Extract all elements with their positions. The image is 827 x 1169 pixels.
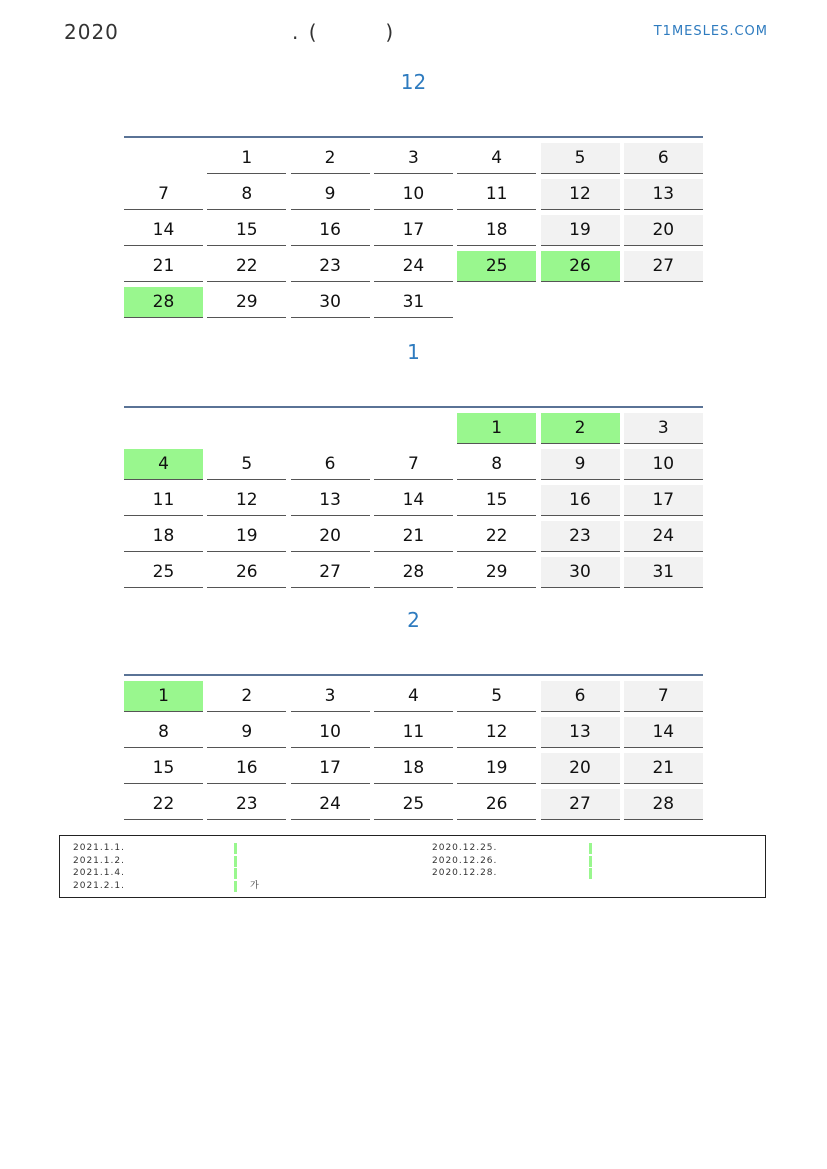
day-cell: 21 — [124, 251, 203, 282]
day-cell: 6 — [291, 449, 370, 480]
legend-holiday-marker — [234, 881, 237, 892]
weekend-day-cell: 17 — [624, 485, 703, 516]
weekend-day-cell: 7 — [624, 681, 703, 712]
holiday-day-cell: 28 — [124, 287, 203, 318]
holiday-day-cell: 2 — [541, 413, 620, 444]
day-cell: 7 — [124, 179, 203, 210]
day-cell: 24 — [291, 789, 370, 820]
day-cell: 31 — [374, 287, 453, 318]
header-year: 2020 — [64, 20, 119, 44]
day-cell: 27 — [291, 557, 370, 588]
day-cell: 25 — [374, 789, 453, 820]
day-cell: 17 — [291, 753, 370, 784]
weekend-day-cell: 12 — [541, 179, 620, 210]
weekend-day-cell: 24 — [624, 521, 703, 552]
day-cell: 29 — [207, 287, 286, 318]
weekend-day-cell: 19 — [541, 215, 620, 246]
legend-date: 2021.1.2. — [73, 855, 125, 866]
weekend-day-cell: 30 — [541, 557, 620, 588]
month-title: 2 — [407, 608, 420, 632]
legend-holiday-marker — [589, 868, 592, 879]
holiday-day-cell: 25 — [457, 251, 536, 282]
day-cell: 7 — [374, 449, 453, 480]
day-cell: 18 — [124, 521, 203, 552]
day-cell: 22 — [457, 521, 536, 552]
legend-date: 2020.12.25. — [432, 843, 498, 853]
weekend-day-cell: 31 — [624, 557, 703, 588]
day-cell: 24 — [374, 251, 453, 282]
legend-date: 2021.1.1. — [73, 843, 125, 853]
day-cell: 23 — [207, 789, 286, 820]
weekend-day-cell: 9 — [541, 449, 620, 480]
weekend-day-cell: 13 — [624, 179, 703, 210]
day-cell: 15 — [457, 485, 536, 516]
day-cell: 10 — [374, 179, 453, 210]
month-grid — [124, 674, 703, 814]
holiday-day-cell: 26 — [541, 251, 620, 282]
day-cell: 8 — [207, 179, 286, 210]
day-cell: 1 — [207, 143, 286, 174]
header-subtitle: . ( ) — [292, 20, 396, 44]
weekend-day-cell: 13 — [541, 717, 620, 748]
day-cell: 10 — [291, 717, 370, 748]
day-cell: 19 — [457, 753, 536, 784]
day-cell: 11 — [374, 717, 453, 748]
day-cell: 28 — [374, 557, 453, 588]
page-header — [64, 20, 768, 48]
legend-holiday-marker — [234, 856, 237, 867]
day-cell: 12 — [457, 717, 536, 748]
month-grid — [124, 406, 703, 582]
day-cell: 16 — [207, 753, 286, 784]
legend-holiday-marker — [589, 856, 592, 867]
day-cell: 2 — [207, 681, 286, 712]
day-cell: 5 — [207, 449, 286, 480]
day-cell: 4 — [457, 143, 536, 174]
day-cell: 30 — [291, 287, 370, 318]
day-cell: 29 — [457, 557, 536, 588]
day-cell: 21 — [374, 521, 453, 552]
day-cell: 5 — [457, 681, 536, 712]
day-cell: 17 — [374, 215, 453, 246]
day-cell: 19 — [207, 521, 286, 552]
weekend-day-cell: 23 — [541, 521, 620, 552]
month-title: 12 — [400, 70, 427, 94]
day-cell: 9 — [207, 717, 286, 748]
day-cell: 26 — [457, 789, 536, 820]
day-cell: 22 — [207, 251, 286, 282]
day-cell: 9 — [291, 179, 370, 210]
day-cell: 8 — [124, 717, 203, 748]
weekend-day-cell: 27 — [624, 251, 703, 282]
day-cell: 3 — [291, 681, 370, 712]
day-cell: 8 — [457, 449, 536, 480]
day-cell: 12 — [207, 485, 286, 516]
day-cell: 20 — [291, 521, 370, 552]
legend-date: 2020.12.28. — [432, 868, 498, 878]
holiday-day-cell: 1 — [124, 681, 203, 712]
weekend-day-cell: 28 — [624, 789, 703, 820]
day-cell: 15 — [124, 753, 203, 784]
day-cell: 23 — [291, 251, 370, 282]
weekend-day-cell: 3 — [624, 413, 703, 444]
day-cell: 11 — [124, 485, 203, 516]
day-cell: 15 — [207, 215, 286, 246]
weekend-day-cell: 5 — [541, 143, 620, 174]
day-cell: 18 — [457, 215, 536, 246]
month-title: 1 — [407, 340, 420, 364]
legend-holiday-marker — [234, 843, 237, 854]
weekend-day-cell: 16 — [541, 485, 620, 516]
holiday-day-cell: 4 — [124, 449, 203, 480]
day-cell: 14 — [374, 485, 453, 516]
weekend-day-cell: 20 — [624, 215, 703, 246]
day-cell: 13 — [291, 485, 370, 516]
weekend-day-cell: 27 — [541, 789, 620, 820]
legend-holiday-marker — [589, 843, 592, 854]
weekend-day-cell: 14 — [624, 717, 703, 748]
weekend-day-cell: 20 — [541, 753, 620, 784]
weekend-day-cell: 6 — [624, 143, 703, 174]
weekend-day-cell: 21 — [624, 753, 703, 784]
legend-date: 2021.2.1. — [73, 880, 125, 891]
day-cell: 22 — [124, 789, 203, 820]
holiday-day-cell: 1 — [457, 413, 536, 444]
day-cell: 2 — [291, 143, 370, 174]
day-cell: 16 — [291, 215, 370, 246]
weekend-day-cell: 6 — [541, 681, 620, 712]
day-cell: 18 — [374, 753, 453, 784]
legend-date: 2021.1.4. — [73, 868, 125, 878]
day-cell: 14 — [124, 215, 203, 246]
site-link[interactable]: T1MESLES.COM — [653, 24, 768, 39]
legend-holiday-marker — [234, 868, 237, 879]
weekend-day-cell: 10 — [624, 449, 703, 480]
month-grid — [124, 136, 703, 312]
day-cell: 11 — [457, 179, 536, 210]
day-cell: 4 — [374, 681, 453, 712]
day-cell: 25 — [124, 557, 203, 588]
legend-date: 2020.12.26. — [432, 855, 498, 866]
day-cell: 3 — [374, 143, 453, 174]
holiday-legend — [59, 835, 766, 898]
legend-note: 가 — [250, 880, 259, 891]
day-cell: 26 — [207, 557, 286, 588]
